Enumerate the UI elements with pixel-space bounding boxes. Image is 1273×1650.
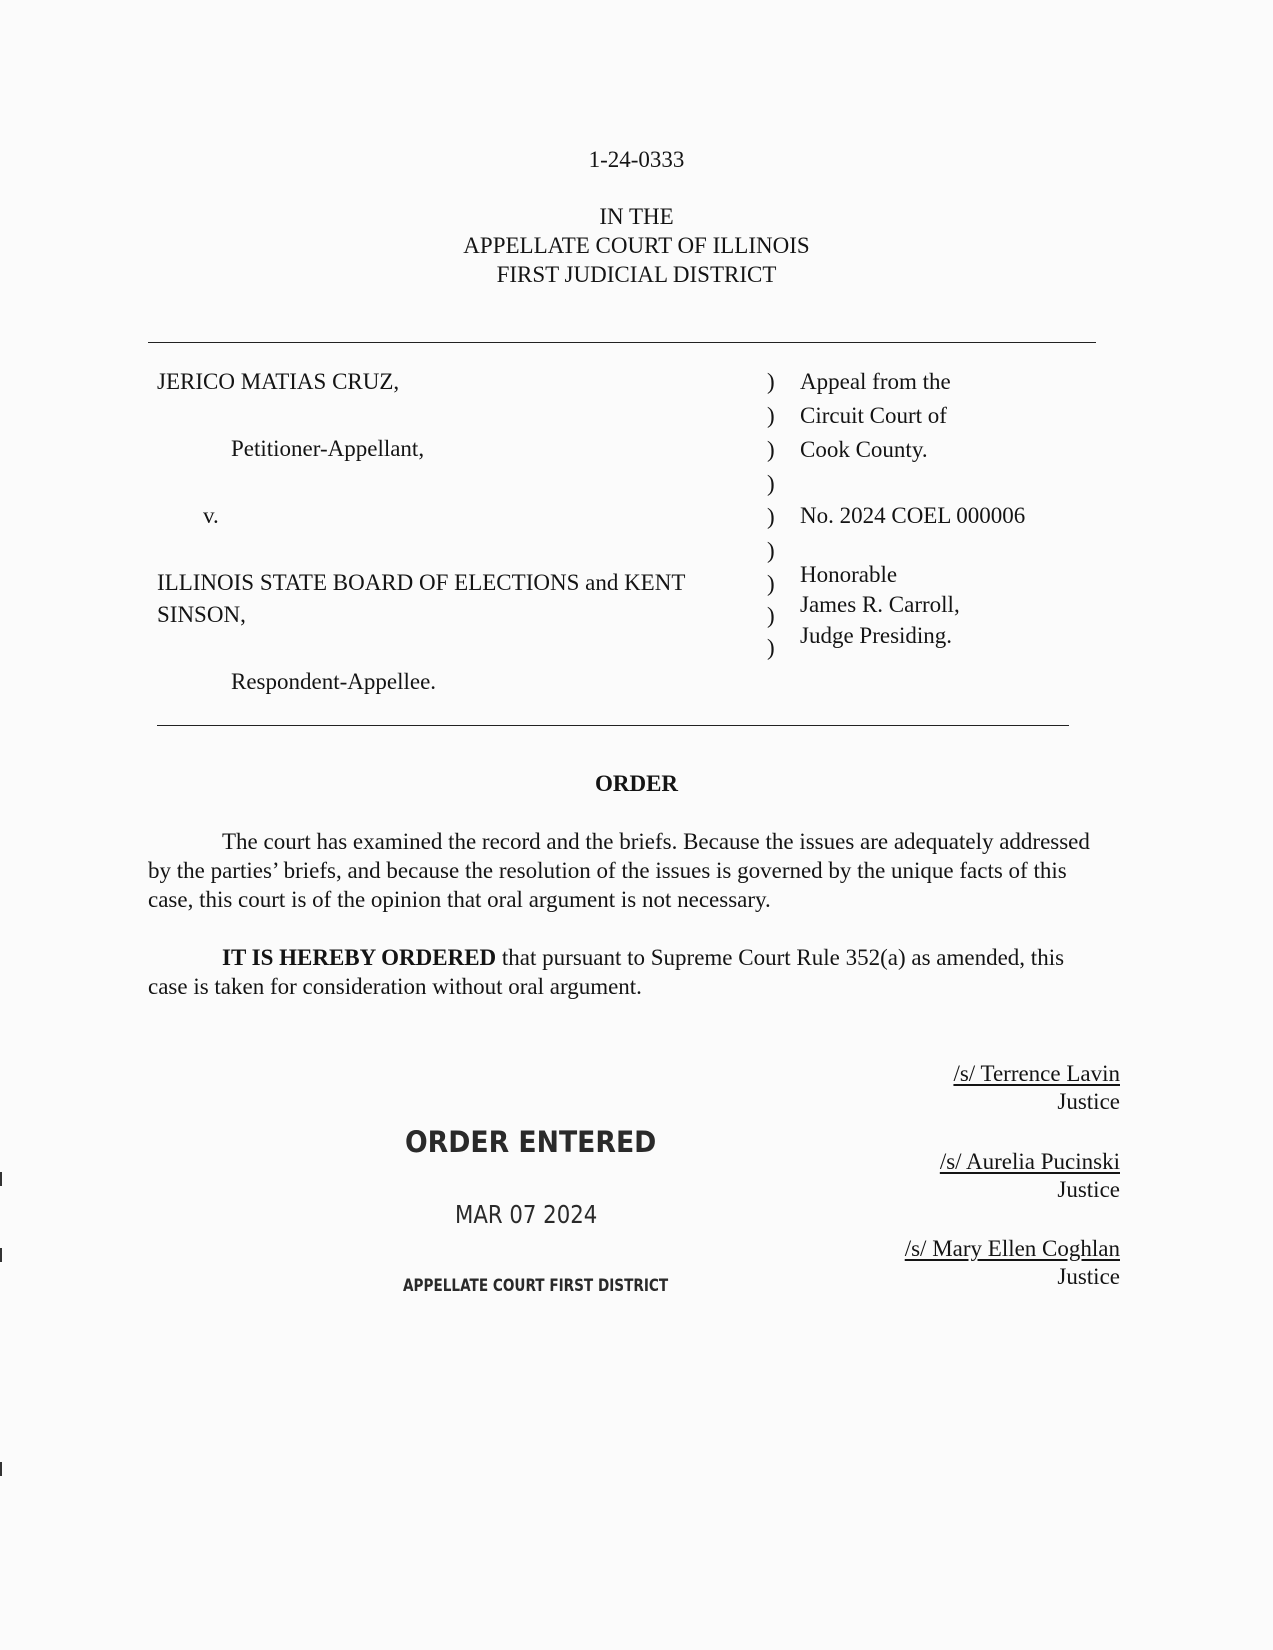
scan-mark <box>0 1172 2 1186</box>
caption-paren: ) <box>767 603 775 628</box>
caption-paren: ) <box>767 635 775 660</box>
signature-block <box>940 1148 1120 1204</box>
judge-line: Honorable <box>800 562 898 587</box>
respondent-name-line1: ILLINOIS STATE BOARD OF ELECTIONS and KENT <box>157 570 686 595</box>
order-paragraph <box>148 827 1098 914</box>
justice-title: Justice <box>1057 1089 1120 1114</box>
caption-paren: ) <box>767 571 775 596</box>
caption-bottom-rule <box>157 725 1069 726</box>
appeal-from-line: Appeal from the <box>800 369 951 394</box>
caption-paren: ) <box>767 403 775 428</box>
justice-title: Justice <box>1057 1264 1120 1289</box>
judge-line: James R. Carroll, <box>800 592 960 617</box>
caption-paren: ) <box>767 538 775 563</box>
petitioner-name: JERICO MATIAS CRUZ, <box>157 369 400 394</box>
scan-mark <box>0 1462 2 1476</box>
order-title: ORDER <box>594 771 679 796</box>
respondent-name-line2: SINSON, <box>157 602 246 627</box>
petitioner-role: Petitioner-Appellant, <box>231 436 425 461</box>
court-heading-line: FIRST JUDICIAL DISTRICT <box>496 262 777 287</box>
signature-block <box>953 1060 1120 1116</box>
justice-signature: /s/ Terrence Lavin <box>953 1061 1120 1086</box>
stamp-court: APPELLATE COURT FIRST DISTRICT <box>403 1276 669 1296</box>
order-directive <box>148 943 1098 1001</box>
court-heading-line: APPELLATE COURT OF ILLINOIS <box>463 233 810 258</box>
justice-signature: /s/ Mary Ellen Coghlan <box>904 1236 1120 1261</box>
stamp-date: MAR 07 2024 <box>455 1200 598 1229</box>
order-entered-stamp: ORDER ENTERED <box>405 1125 657 1159</box>
court-heading <box>0 202 1273 289</box>
judge-line: Judge Presiding. <box>800 623 953 648</box>
justice-signature: /s/ Aurelia Pucinski <box>939 1149 1120 1174</box>
order-directive-bold: IT IS HEREBY ORDERED <box>222 945 497 970</box>
signature-block <box>905 1235 1120 1291</box>
scan-mark <box>0 1248 2 1262</box>
case-number: No. 2024 COEL 000006 <box>800 503 1026 528</box>
appeal-from-line: Circuit Court of <box>800 403 947 428</box>
order-directive-text: that pursuant to Supreme Court Rule 352(a) as amended, this case is taken for consideration without oral argument. <box>148 945 1065 999</box>
order-paragraph-text: The court has examined the record and the briefs. Because the issues are adequately addressed by the parties’ briefs, and because the resolution of the issues is governed by the unique facts of this case, this court is of the opinion that oral argument is not necessary. <box>148 829 1090 912</box>
appeal-from-line: Cook County. <box>800 437 928 462</box>
caption-paren: ) <box>767 504 775 529</box>
versus: v. <box>203 503 219 528</box>
justice-title: Justice <box>1057 1177 1120 1202</box>
caption-paren: ) <box>767 471 775 496</box>
caption-paren: ) <box>767 369 775 394</box>
respondent-role: Respondent-Appellee. <box>231 669 437 694</box>
caption-top-rule <box>148 342 1096 343</box>
caption-paren: ) <box>767 437 775 462</box>
docket-number: 1-24-0333 <box>588 147 685 172</box>
court-heading-line: IN THE <box>599 204 674 229</box>
